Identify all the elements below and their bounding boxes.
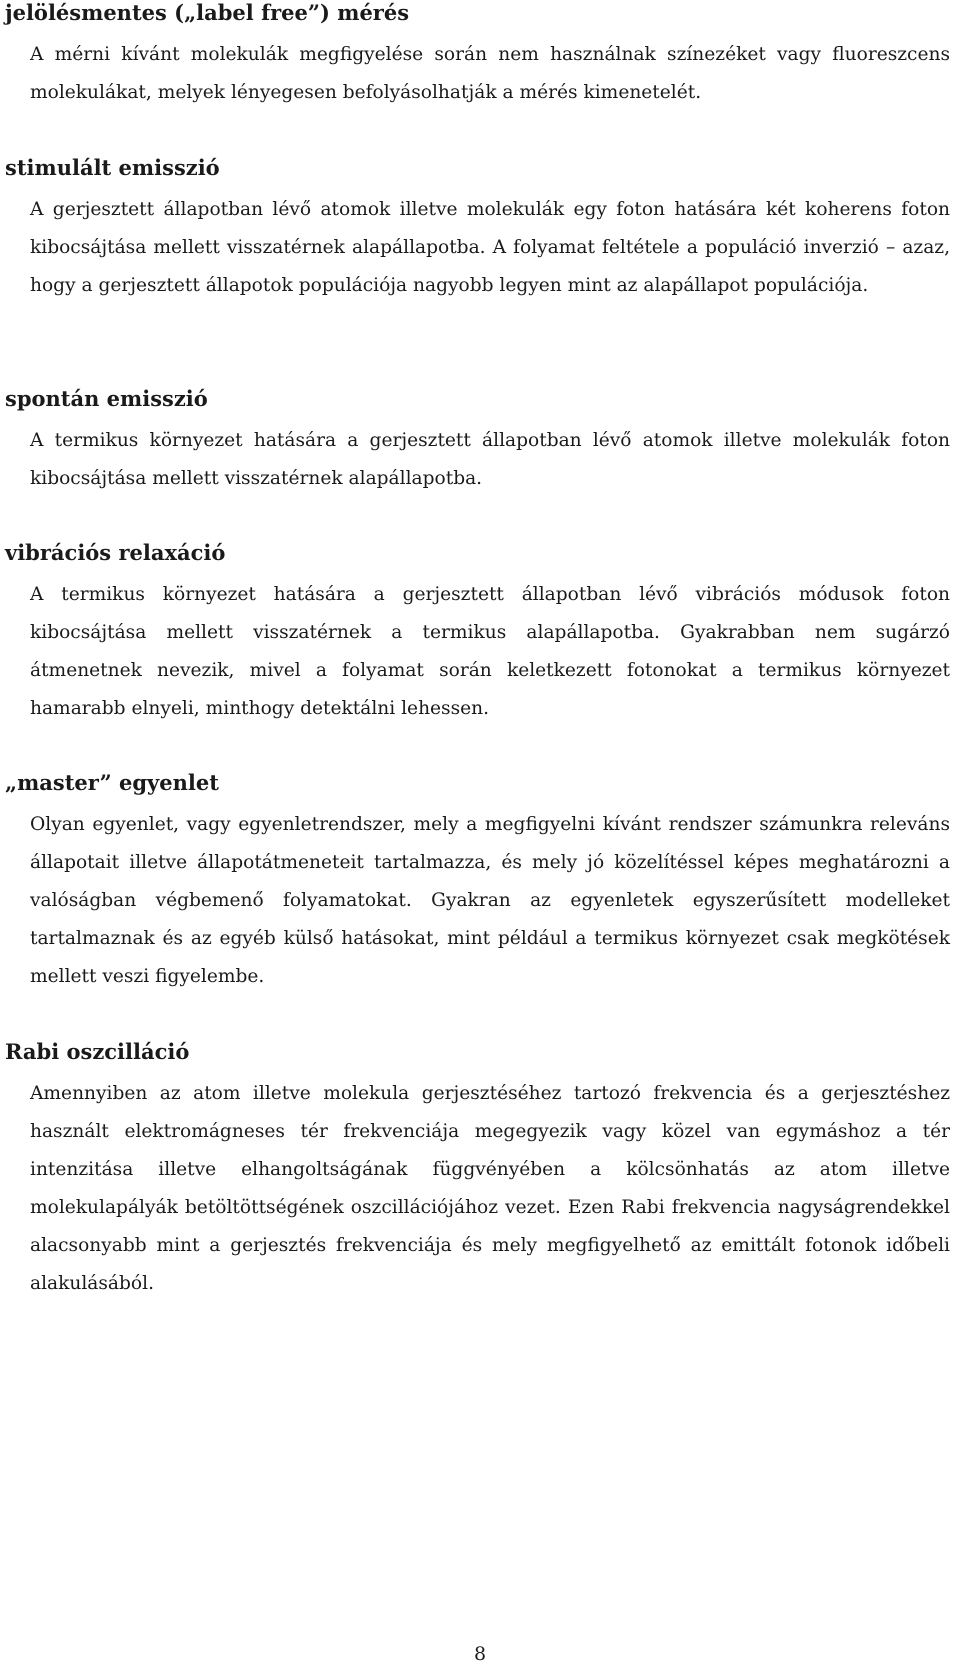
term-heading: vibrációs relaxáció (5, 540, 226, 565)
term-heading: „master” egyenlet (5, 770, 219, 795)
glossary-entry-spontaneous-emission (5, 386, 950, 498)
term-definition: Olyan egyenlet, vagy egyenletrendszer, mely a megfigyelni kívánt rendszer számunkra releváns állapotait illetve állapotátmeneteit tartalmazza, és mely jó közelítéssel képes meghatározni a valóságban végbemenő folyamatokat. Gyakran az egyenletek egyszerűsített modelleket tartalmaznak és az egyéb külső hatásokat, mint például a termikus környezet csak megkötések mellett veszi figyelembe. (30, 814, 950, 987)
term-heading: jelölésmentes („label free”) mérés (5, 0, 410, 25)
term-definition: A mérni kívánt molekulák megfigyelése során nem használnak színezéket vagy fluoreszcens molekulákat, melyek lényegesen befolyásolhatják a mérés kimenetelét. (30, 44, 950, 103)
term-definition: A termikus környezet hatására a gerjesztett állapotban lévő vibrációs módusok foton kibocsájtása mellett visszatérnek a termikus alapállapotba. Gyakrabban nem sugárzó átmenetnek nevezik, mivel a folyamat során keletkezett fotonokat a termikus környezet hamarabb elnyeli, minthogy detektálni lehessen. (30, 584, 950, 719)
glossary-entry-label-free (5, 0, 950, 112)
glossary-entry-rabi-oscillation (5, 1039, 950, 1303)
term-heading: spontán emisszió (5, 386, 208, 411)
term-heading: Rabi oszcilláció (5, 1039, 190, 1064)
glossary-entry-stimulated-emission (5, 155, 950, 305)
term-heading: stimulált emisszió (5, 155, 220, 180)
glossary-entry-master-equation (5, 770, 950, 996)
term-definition: Amennyiben az atom illetve molekula gerjesztéséhez tartozó frekvencia és a gerjesztéshez használt elektromágneses tér frekvenciája megegyezik vagy közel van egymáshoz a tér intenzitása illetve elhangoltságának függvényében a kölcsönhatás az atom illetve molekulapályák betöltöttségének oszcillációjához vezet. Ezen Rabi frekvencia nagyságrendekkel alacsonyabb mint a gerjesztés frekvenciája és mely megfigyelhető az emittált fotonok időbeli alakulásából. (30, 1083, 950, 1294)
term-definition: A gerjesztett állapotban lévő atomok illetve molekulák egy foton hatására két koherens foton kibocsájtása mellett visszatérnek alapállapotba. A folyamat feltétele a populáció inverzió – azaz, hogy a gerjesztett állapotok populációja nagyobb legyen mint az alapállapot populációja. (30, 199, 950, 296)
glossary-entry-vibrational-relaxation (5, 540, 950, 728)
term-definition: A termikus környezet hatására a gerjesztett állapotban lévő atomok illetve molekulák foton kibocsájtása mellett visszatérnek alapállapotba. (30, 430, 950, 489)
page-number: 8 (473, 1643, 487, 1665)
